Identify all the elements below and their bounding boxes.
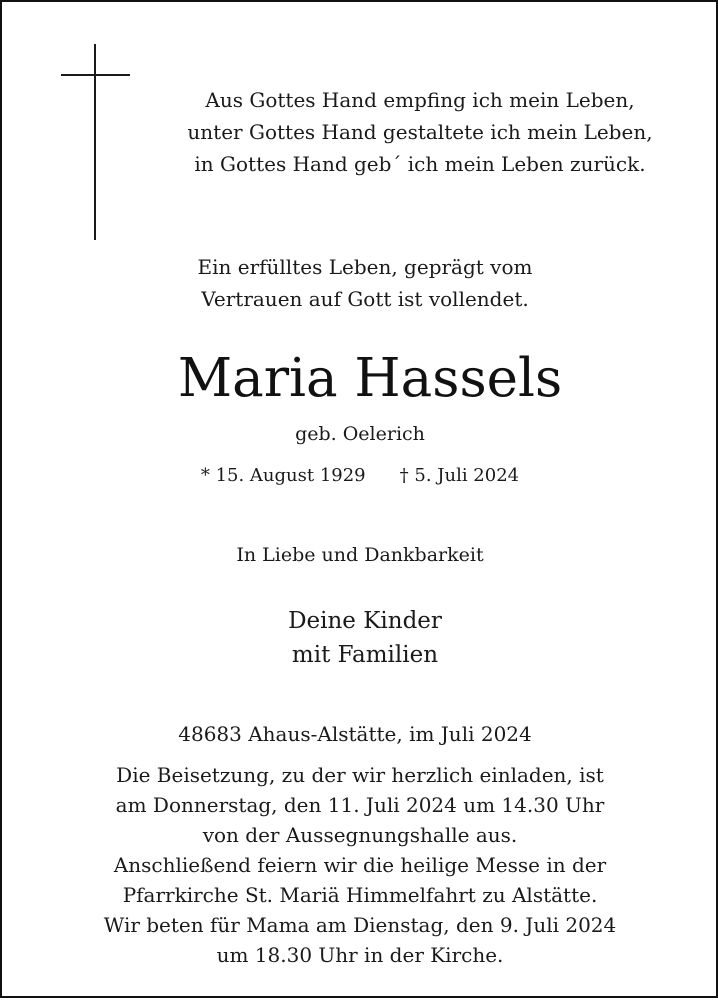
poem	[170, 84, 670, 180]
verse-line: Vertrauen auf Gott ist vollendet.	[201, 287, 529, 311]
funeral-line: Anschließend feiern wir die heilige Messe in der	[113, 853, 607, 877]
place-date: 48683 Ahaus-Alstätte, im Juli 2024	[178, 722, 532, 746]
life-dates	[170, 462, 550, 490]
funeral-line: am Donnerstag, den 11. Juli 2024 um 14.30 Uhr	[115, 793, 605, 817]
funeral-line: Pfarrkirche St. Mariä Himmelfahrt zu Alstätte.	[122, 883, 598, 907]
cross-horizontal-bar	[61, 74, 130, 76]
poem-line: Aus Gottes Hand empfing ich mein Leben,	[205, 88, 635, 112]
family-line: mit Familien	[291, 642, 439, 668]
death-date: † 5. Juli 2024	[399, 465, 520, 486]
family-signature	[200, 604, 530, 672]
birth-date: * 15. August 1929	[200, 465, 366, 486]
funeral-line: Wir beten für Mama am Dienstag, den 9. Juli 2024	[103, 913, 617, 937]
funeral-line: von der Aussegnungshalle aus.	[202, 823, 518, 847]
thanks-line: In Liebe und Dankbarkeit	[236, 544, 484, 566]
funeral-line: Die Beisetzung, zu der wir herzlich einladen, ist	[116, 763, 604, 787]
verse-line: Ein erfülltes Leben, geprägt vom	[197, 255, 533, 279]
birth-name: geb. Oelerich	[295, 423, 425, 445]
verse	[160, 251, 570, 315]
deceased-name: Maria Hassels	[177, 348, 563, 409]
funeral-line: um 18.30 Uhr in der Kirche.	[216, 943, 504, 967]
poem-line: unter Gottes Hand gestaltete ich mein Leben,	[187, 120, 653, 144]
funeral-details	[40, 760, 680, 970]
poem-line: in Gottes Hand geb´ ich mein Leben zurück.	[194, 152, 646, 176]
family-line: Deine Kinder	[288, 608, 442, 634]
